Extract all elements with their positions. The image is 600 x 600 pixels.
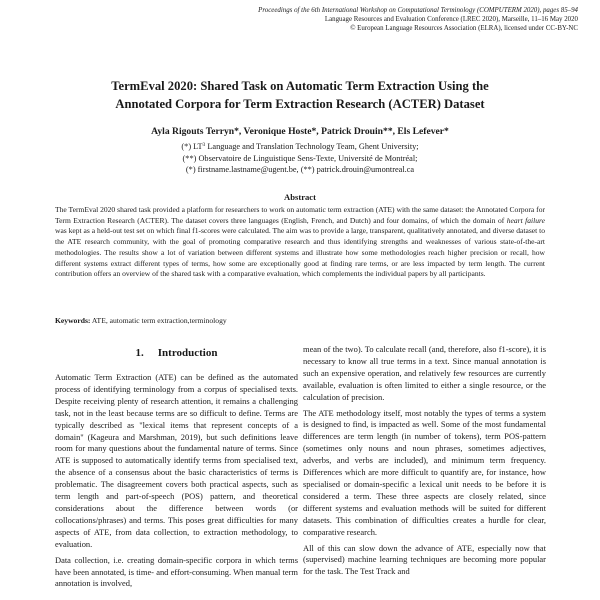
keywords-label: Keywords:	[55, 316, 91, 325]
title-line-1: TermEval 2020: Shared Task on Automatic Term Extraction Using the	[111, 79, 489, 93]
title-line-2: Annotated Corpora for Term Extraction Research (ACTER) Dataset	[115, 97, 485, 111]
affiliation-ghent-text: Language and Translation Technology Team, Ghent University;	[205, 142, 419, 151]
keywords	[55, 316, 545, 326]
paper-title	[40, 77, 560, 113]
keywords-text: ATE, automatic term extraction,terminology	[90, 316, 227, 325]
abstract-emphasis: heart failure	[506, 215, 545, 225]
paragraph: Data collection, i.e. creating domain-specific corpora in which terms have been annotated, is time- and effort-consuming. When manual term annotation is involved,	[55, 554, 298, 589]
header-line-proceedings: Proceedings of the 6th International Workshop on Computational Terminology (COMPUTERM 2020), pages 85–94	[258, 7, 578, 14]
affiliations	[40, 140, 560, 176]
section-heading-introduction	[55, 346, 298, 360]
header-line-license: © European Language Resources Association (ELRA), licensed under CC-BY-NC	[350, 25, 578, 32]
header-line-conference: Language Resources and Evaluation Conference (LREC 2020), Marseille, 11–16 May 2020	[324, 16, 578, 23]
affiliation-superscript: 3	[202, 142, 206, 148]
right-column	[303, 344, 546, 582]
paragraph: The ATE methodology itself, most notably the types of terms a system is designed to find, is impacted as well. Some of the most fundamental differences are term length (in number of tokens), term POS-pattern (sometimes only nouns and noun phrases, sometimes adjectives, adverbs, and verbs are included), and minimum term frequency. Differences which are more difficult to quantify are, for instance, how specialised or domain-specific a lexical unit needs to be before it is considered a term. These three aspects are closely related, since different systems and evaluation methods will be suited for different datasets. This combination of difficulties creates a hurdle for clear, comparative research.	[303, 407, 546, 537]
affiliation-ghent-prefix: (*) LT	[181, 142, 203, 151]
section-number: 1.	[135, 347, 144, 359]
paragraph: All of this can slow down the advance of ATE, especially now that (supervised) machine learning techniques are becoming more popular for the task. The Test Track and	[303, 542, 546, 577]
author-emails: (*) firstname.lastname@ugent.be, (**) patrick.drouin@umontreal.ca	[185, 165, 415, 174]
paragraph: Automatic Term Extraction (ATE) can be defined as the automated process of identifying terminology from a corpus of specialised texts. Despite receiving plenty of research attention, it remains a challenging task, not in the least because terms are so difficult to define. Terms are typically described as "lexical items that represent concepts of a domain" (Kageura and Marshman, 2019), but such definitions leave room for many questions about the fundamental nature of terms. Since ATE is supposed to automatically identify terms from specialised text, the absence of a consensus about the basic characteristics of terms is problematic. The disagreement covers both practical aspects, such as term length and part-of-speech (POS) pattern, and theoretical considerations about the difference between words (or collocations/phrases) and terms. This poses great difficulties for many aspects of ATE, from data collection, to extraction methodology, to evaluation.	[55, 372, 298, 549]
abstract-heading: Abstract	[284, 192, 316, 202]
abstract-body	[55, 205, 545, 280]
left-column	[55, 346, 298, 594]
affiliation-montreal: (**) Observatoire de Linguistique Sens-Texte, Université de Montréal;	[182, 153, 418, 163]
abstract-text-1: The TermEval 2020 shared task provided a platform for researchers to work on automatic term extraction (ATE) with the same dataset: the Annotated Corpora for Term Extraction Research (ACTER). The dataset covers three languages (English, French, and Dutch) and four domains, of which the domain of	[55, 205, 545, 225]
abstract-text-2: was kept as a held-out test set on which final f1-scores were calculated. The aim was to provide a large, transparent, qualitatively annotated, and diverse dataset to the ATE research community, with the goal of promoting comparative research and thus identifying strengths and weaknesses of various state-of-the-art methodologies. The results show a lot of variation between different systems and illustrate how some methodologies reach higher precision or recall, how different systems extract different types of terms, how some are exceptionally good at finding rare terms, or are less impacted by term length. The current contribution offers an overview of the shared task with a comparative evaluation, which complements the individual papers by all participants.	[55, 226, 545, 279]
affiliation-ghent	[40, 140, 560, 153]
proceedings-header	[258, 6, 578, 33]
paragraph: mean of the two). To calculate recall (and, therefore, also f1-score), it is necessary to know all true terms in a text. Since manual annotation is such an expensive operation, and relatively few resources are currently available, evaluation is often limited to either a single resource, or the calculation of precision.	[303, 344, 546, 402]
section-title: Introduction	[157, 347, 218, 359]
author-list: Ayla Rigouts Terryn*, Veronique Hoste*, Patrick Drouin**, Els Lefever*	[151, 126, 449, 137]
